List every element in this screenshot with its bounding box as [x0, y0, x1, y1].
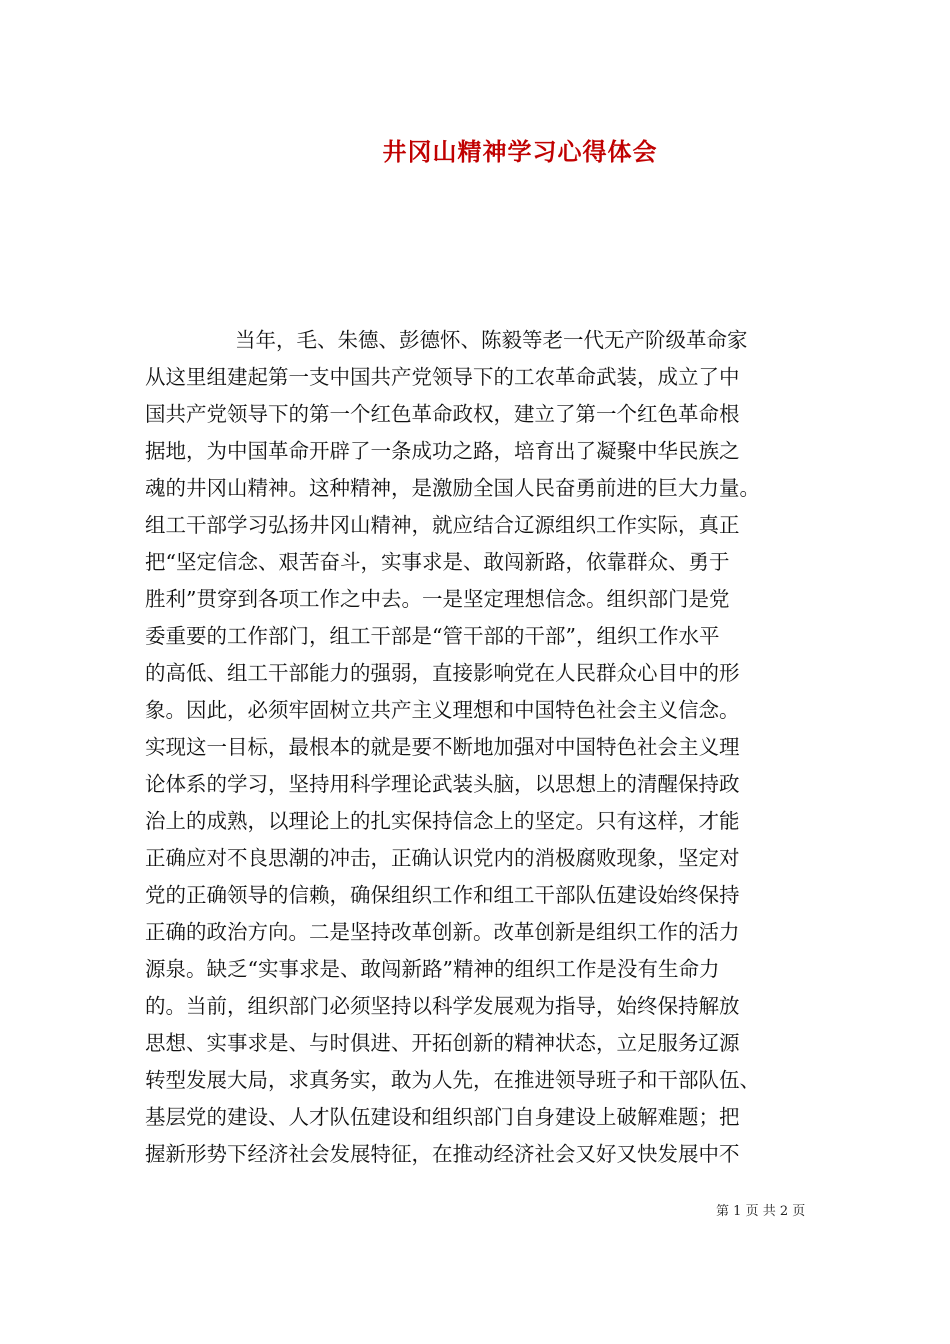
body-line: 实现这一目标，最根本的就是要不断地加强对中国特色社会主义理	[145, 735, 740, 759]
document-body	[145, 322, 809, 1173]
body-line: 委重要的工作部门，组工干部是“管干部的干部”，组织工作水平	[145, 624, 720, 648]
page-current: 1	[733, 1204, 742, 1219]
body-line: 胜利”贯穿到各项工作之中去。一是坚定理想信念。组织部门是党	[145, 587, 730, 611]
body-line: 的。当前，组织部门必须坚持以科学发展观为指导，始终保持解放	[145, 994, 740, 1018]
body-line: 源泉。缺乏“实事求是、敢闯新路”精神的组织工作是没有生命力	[145, 957, 720, 981]
body-line: 当年，毛、朱德、彭德怀、陈毅等老一代无产阶级革命家	[235, 328, 748, 352]
page-mid: 页 共	[745, 1204, 776, 1219]
page-number-footer	[716, 1202, 805, 1222]
body-line: 正确的政治方向。二是坚持改革创新。改革创新是组织工作的活力	[145, 920, 740, 944]
body-line: 魂的井冈山精神。这种精神，是激励全国人民奋勇前进的巨大力量。	[145, 476, 760, 500]
body-line: 国共产党领导下的第一个红色革命政权，建立了第一个红色革命根	[145, 402, 740, 426]
document-title: 井冈山精神学习心得体会	[382, 137, 658, 166]
body-line: 把“坚定信念、艰苦奋斗，实事求是、敢闯新路，依靠群众、勇于	[145, 550, 730, 574]
page-total: 2	[779, 1204, 789, 1219]
body-line: 正确应对不良思潮的冲击，正确认识党内的消极腐败现象，坚定对	[145, 846, 740, 870]
body-line: 基层党的建设、人才队伍建设和组织部门自身建设上破解难题；把	[145, 1105, 740, 1129]
page-prefix: 第	[716, 1204, 730, 1219]
body-line: 党的正确领导的信赖，确保组织工作和组工干部队伍建设始终保持	[145, 883, 740, 907]
body-line: 象。因此，必须牢固树立共产主义理想和中国特色社会主义信念。	[145, 698, 740, 722]
page-suffix: 页	[792, 1204, 806, 1219]
body-line: 握新形势下经济社会发展特征，在推动经济社会又好又快发展中不	[145, 1142, 740, 1166]
body-line: 思想、实事求是、与时俱进、开拓创新的精神状态，立足服务辽源	[145, 1031, 740, 1055]
body-line: 论体系的学习，坚持用科学理论武装头脑，以思想上的清醒保持政	[145, 772, 740, 796]
body-line: 治上的成熟，以理论上的扎实保持信念上的坚定。只有这样，才能	[145, 809, 740, 833]
body-line: 转型发展大局，求真务实，敢为人先，在推进领导班子和干部队伍、	[145, 1068, 760, 1092]
body-line: 从这里组建起第一支中国共产党领导下的工农革命武装，成立了中	[145, 365, 740, 389]
body-line: 组工干部学习弘扬井冈山精神，就应结合辽源组织工作实际，真正	[145, 513, 740, 537]
body-line: 据地，为中国革命开辟了一条成功之路，培育出了凝聚中华民族之	[145, 439, 740, 463]
body-line: 的高低、组工干部能力的强弱，直接影响党在人民群众心目中的形	[145, 661, 740, 685]
